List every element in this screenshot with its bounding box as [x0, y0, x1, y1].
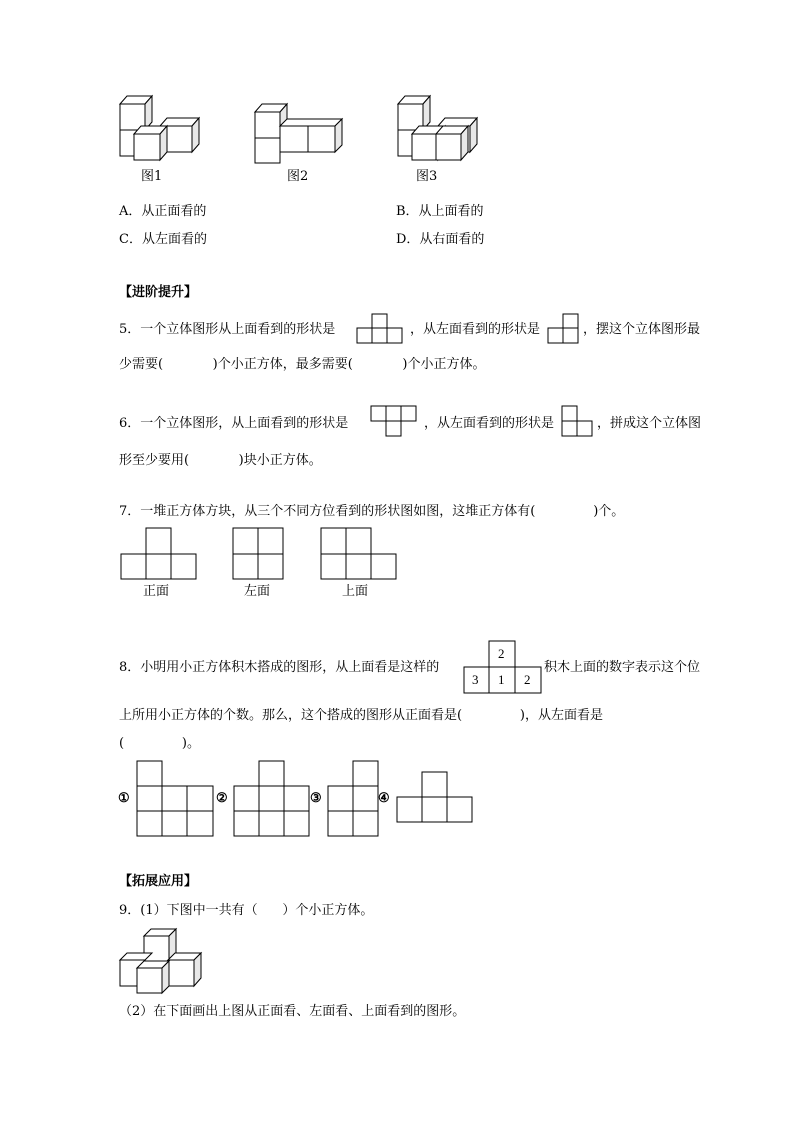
q7-top-label: 上面	[342, 584, 369, 599]
q5-left-view-shape	[547, 313, 581, 345]
q6-text-line2: 形至少要用( )块小正方体。	[119, 453, 322, 468]
q9-cubes-figure	[118, 928, 208, 996]
q8-choice-3-shape[interactable]	[327, 761, 383, 839]
q8-text-part1: 8．小明用小正方体积木搭成的图形，从上面看是这样的	[119, 660, 440, 675]
figure-3-cubes	[396, 94, 486, 164]
q8-choice-4-marker[interactable]: ④	[378, 791, 390, 806]
q7-front-view	[120, 528, 200, 582]
q7-left-label: 左面	[244, 584, 271, 599]
figure-2-cubes	[253, 102, 348, 162]
q8-grid-value-middle: 1	[498, 672, 505, 687]
q8-choice-1-shape[interactable]	[136, 761, 218, 839]
q9-text-part2: （2）在下面画出上图从正面看、左面看、上面看到的图形。	[119, 1004, 466, 1019]
q6-text-part3: ，拼成这个立体图	[597, 416, 702, 431]
q5-top-view-shape	[356, 313, 406, 345]
q9-text-part1: 9．(1）下图中一共有（ ）个小正方体。	[119, 903, 374, 918]
q8-grid-value-right: 2	[524, 672, 531, 687]
q5-text-part3: ，摆这个立体图形最	[583, 322, 701, 337]
figure-1-label: 图1	[141, 169, 163, 184]
q6-text-part2: ，从左面看到的形状是	[424, 416, 555, 431]
option-a[interactable]: A．从正面看的	[119, 204, 207, 219]
q6-text-part1: 6．一个立体图形，从上面看到的形状是	[119, 416, 349, 431]
option-c[interactable]: C．从左面看的	[119, 232, 207, 247]
q6-left-view-shape	[561, 405, 595, 439]
q8-choice-2-marker[interactable]: ②	[216, 791, 228, 806]
q5-text-line2: 少需要( )个小正方体，最多需要( )个小正方体。	[119, 357, 486, 372]
q7-left-view	[232, 528, 288, 582]
q7-top-view	[320, 528, 400, 582]
figure-3-label: 图3	[416, 169, 438, 184]
section-heading-extend: 【拓展应用】	[119, 874, 198, 889]
q8-choice-2-shape[interactable]	[233, 761, 313, 839]
q8-choice-4-shape[interactable]	[396, 772, 476, 827]
figure-2-label: 图2	[287, 169, 309, 184]
figure-1-cubes	[118, 94, 208, 164]
q8-text-line3: ( )。	[119, 736, 200, 751]
q8-text-line2: 上所用小正方体的个数。那么，这个搭成的图形从正面看是( )，从左面看是	[119, 708, 603, 723]
q5-text-part2: ，从左面看到的形状是	[410, 322, 541, 337]
q7-front-label: 正面	[143, 584, 170, 599]
q8-grid-value-left: 3	[472, 672, 479, 687]
q8-choice-3-marker[interactable]: ③	[310, 791, 322, 806]
q5-text-part1: 5．一个立体图形从上面看到的形状是	[119, 322, 336, 337]
section-heading-advanced: 【进阶提升】	[119, 285, 198, 300]
q8-choice-1-marker[interactable]: ①	[118, 791, 130, 806]
option-b[interactable]: B．从上面看的	[396, 204, 484, 219]
option-d[interactable]: D．从右面看的	[396, 232, 485, 247]
q7-text: 7．一堆正方体方块，从三个不同方位看到的形状图如图，这堆正方体有( )个。	[119, 504, 625, 519]
q8-text-part2: 积木上面的数字表示这个位	[544, 660, 701, 675]
q6-top-view-shape	[370, 405, 420, 439]
q8-grid-value-top: 2	[498, 646, 505, 661]
